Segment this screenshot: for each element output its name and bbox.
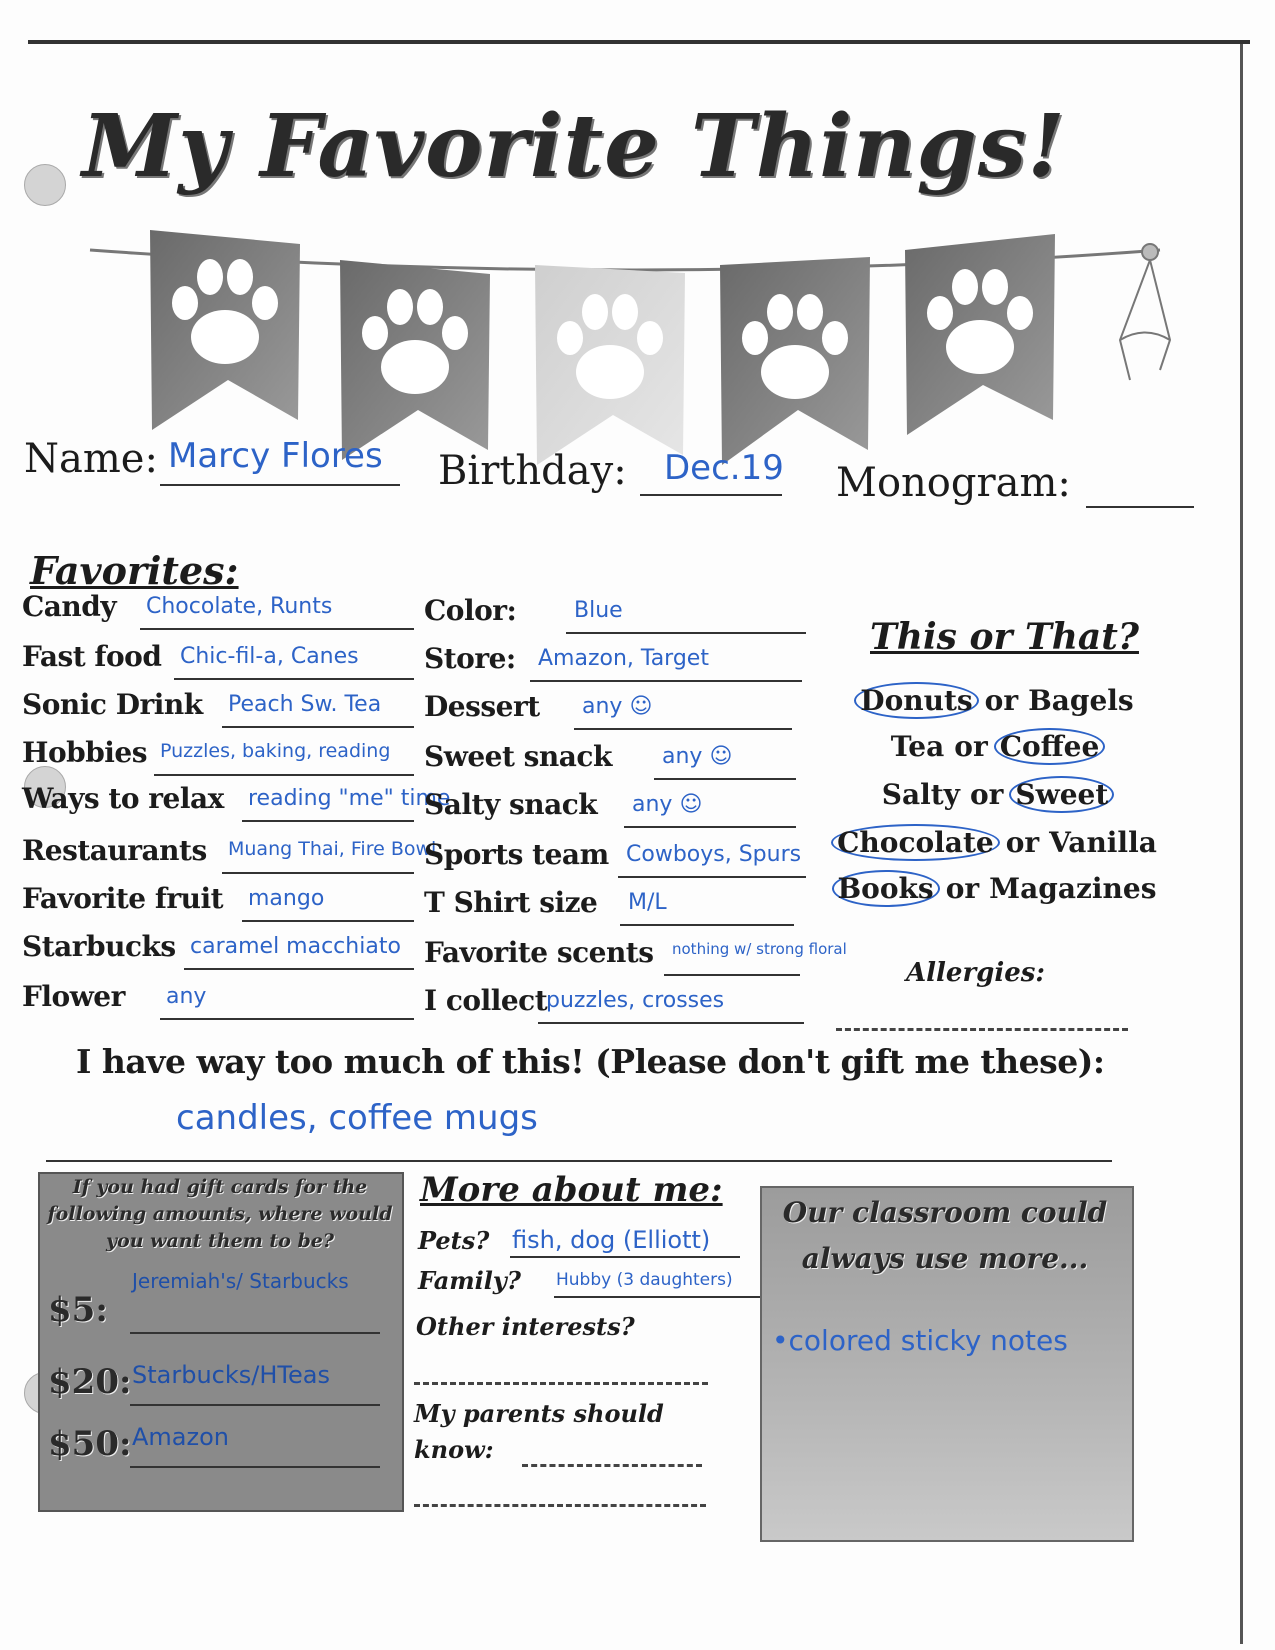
favorite-value: Cowboys, Spurs [626,842,802,867]
too-much-line [46,1160,1112,1162]
right-border [1240,44,1243,1644]
favorite-line [160,1018,414,1020]
option-b: Bagels [1028,684,1134,717]
option-or: or [945,872,980,905]
favorite-line [174,678,414,680]
favorite-line [242,820,414,822]
family-line [554,1296,776,1298]
option-b: Vanilla [1049,826,1157,859]
gift-amount: $50: [48,1424,132,1464]
favorite-value: Peach Sw. Tea [228,692,382,717]
favorite-value: reading "me" time [248,786,451,811]
this-or-that-item [806,778,1186,811]
favorite-value: any [166,984,207,1009]
allergies-line [836,1028,1128,1031]
favorite-value: any ☺ [582,694,653,719]
paw-banner-graphic [60,230,1230,470]
favorite-label: Fast food [22,640,162,673]
favorite-line [618,876,806,878]
name-line [160,484,400,486]
favorite-line [222,872,414,874]
monogram-line [1086,506,1194,508]
favorite-label: T Shirt size [424,886,598,919]
page-title: My Favorite Things! [82,96,1066,197]
more-about-title: More about me: [420,1170,723,1210]
favorite-value: Puzzles, baking, reading [160,740,391,762]
option-or: or [1005,826,1040,859]
favorite-label: Favorite fruit [22,882,224,915]
banner-flag [340,260,490,460]
favorite-line [664,974,800,976]
allergies-label: Allergies: [906,958,1046,988]
favorite-label: Dessert [424,690,540,723]
favorite-label: Starbucks [22,930,176,963]
gift-amount: $5: [48,1290,108,1330]
favorite-value: Blue [574,598,623,623]
banner-flag [535,265,685,465]
option-or: or [984,684,1019,717]
favorite-line [222,726,414,728]
this-or-that-item [806,826,1186,859]
parents-label: My parents should know: [414,1399,664,1464]
birthday-line [640,494,782,496]
top-border [28,40,1250,44]
favorite-line [538,1022,804,1024]
parents-line-2 [414,1504,706,1507]
favorite-value: Chocolate, Runts [146,594,333,619]
option-a: Salty [881,778,960,811]
too-much-value: candles, coffee mugs [176,1098,538,1138]
too-much-label: I have way too much of this! (Please don't gift me these): [76,1042,1105,1081]
gift-value: Amazon [132,1423,229,1451]
name-label: Name: [24,436,158,482]
favorite-line [530,680,802,682]
favorite-line [574,728,792,730]
favorite-label: Color: [424,594,517,627]
this-or-that-item [806,872,1186,905]
birthday-label: Birthday: [438,448,627,494]
this-or-that-item [806,730,1186,763]
favorite-label: Store: [424,642,516,675]
banner-flag [905,234,1055,435]
classroom-title: Our classroom could always use more... [782,1196,1108,1275]
favorite-value: any ☺ [662,744,733,769]
favorite-value: Amazon, Target [538,646,709,671]
other-interests-label: Other interests? [416,1312,635,1341]
favorite-label: Hobbies [22,736,148,769]
favorite-value: caramel macchiato [190,934,401,959]
option-a: Donuts [854,682,978,719]
favorite-label: Salty snack [424,788,598,821]
option-a: Tea [890,730,945,763]
favorite-line [624,826,796,828]
favorite-label: Ways to relax [22,782,224,815]
monogram-label: Monogram: [836,460,1071,506]
classroom-value: •colored sticky notes [772,1324,1068,1357]
this-or-that-title: This or That? [870,616,1139,658]
favorite-line [154,774,414,776]
this-or-that-item [806,684,1186,717]
favorite-value: puzzles, crosses [546,988,725,1013]
favorite-line [654,778,796,780]
favorite-value: nothing w/ strong floral [672,940,847,958]
ribbon-bow [1120,244,1170,380]
favorite-label: Favorite scents [424,936,654,969]
other-interests-line [414,1382,708,1385]
favorite-value: M/L [628,890,667,915]
binder-hole [24,164,66,206]
favorite-value: any ☺ [632,792,703,817]
gift-cards-prompt: If you had gift cards for the following amounts, where would you want them to be? [47,1176,393,1252]
favorite-line [242,920,414,922]
name-value: Marcy Flores [168,436,383,476]
favorite-value: Chic-fil-a, Canes [180,644,359,669]
banner-flag [150,230,300,430]
favorite-label: Sweet snack [424,740,612,773]
banner-flag [720,257,870,465]
parents-line-1 [522,1464,702,1467]
option-b: Coffee [994,728,1106,765]
favorite-line [620,924,794,926]
birthday-value: Dec.19 [664,448,784,488]
option-a: Chocolate [831,824,1000,861]
favorite-label: I collect [424,984,548,1017]
pets-label: Pets? [418,1226,490,1255]
favorite-value: mango [248,886,325,911]
favorite-label: Flower [22,980,125,1013]
option-or: or [954,730,988,763]
pets-value: fish, dog (Elliott) [512,1226,711,1254]
option-a: Books [832,870,940,907]
favorite-label: Sports team [424,838,609,871]
favorite-label: Candy [22,590,117,623]
gift-line [130,1466,380,1468]
gift-value: Jeremiah's/ Starbucks [132,1269,349,1293]
option-or: or [969,778,1004,811]
favorite-label: Restaurants [22,834,207,867]
favorite-line [566,632,806,634]
favorite-value: Muang Thai, Fire Bowl [228,838,437,860]
gift-value: Starbucks/HTeas [132,1361,330,1389]
gift-amount: $20: [48,1362,132,1402]
favorites-title: Favorites: [30,548,239,593]
favorite-line [184,968,414,970]
family-value: Hubby (3 daughters) [556,1270,733,1290]
gift-line [130,1404,380,1406]
favorite-line [140,628,414,630]
pets-line [510,1256,740,1258]
gift-line [130,1332,380,1334]
family-label: Family? [418,1266,521,1295]
favorite-label: Sonic Drink [22,688,203,721]
option-b: Sweet [1009,776,1114,813]
option-b: Magazines [989,872,1157,905]
